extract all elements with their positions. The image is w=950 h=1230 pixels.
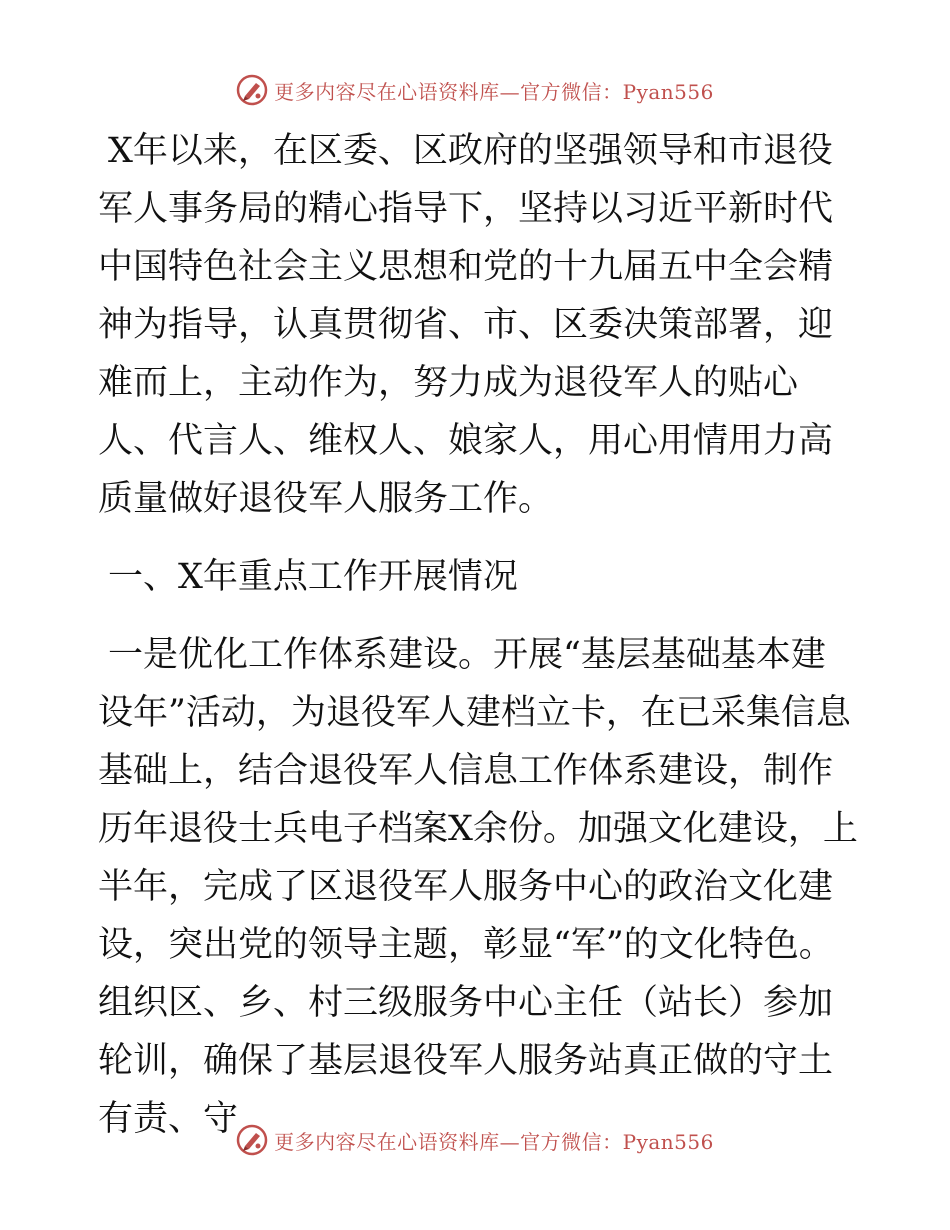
document-body [98, 122, 858, 1148]
section-heading: 一、X年重点工作开展情况 [108, 557, 518, 597]
paragraph-intro: X年以来，在区委、区政府的坚强领导和市退役军人事务局的精心指导下，坚持以习近平新时代中国特色社会主义思想和党的十九届五中全会精神为指导，认真贯彻省、市、区委决策部署，迎难而上，主动作为，努力成为退役军人的贴心人、代言人、维权人、娘家人，用心用情用力高质量做好退役军人服务工作。 [98, 131, 834, 519]
paragraph-work-system: 一是优化工作体系建设。开展“基层基础基本建设年”活动，为退役军人建档立卡，在已采集信息基础上，结合退役军人信息工作体系建设，制作历年退役士兵电子档案X余份。加强文化建设，上半年，完成了区退役军人服务中心的政治文化建设，突出党的领导主题，彰显“军”的文化特色。组织区、乡、村三级服务中心主任（站长）参加轮训，确保了基层退役军人服务站真正做的守土有责、守 [98, 635, 858, 1139]
footer-banner [0, 1120, 950, 1160]
pen-seal-icon [236, 74, 268, 106]
banner-text: 更多内容尽在心语资料库—官方微信：Pyan556 [274, 1129, 714, 1154]
banner-text: 更多内容尽在心语资料库—官方微信：Pyan556 [274, 79, 714, 104]
pen-seal-icon [236, 1124, 268, 1156]
header-banner [0, 70, 950, 110]
